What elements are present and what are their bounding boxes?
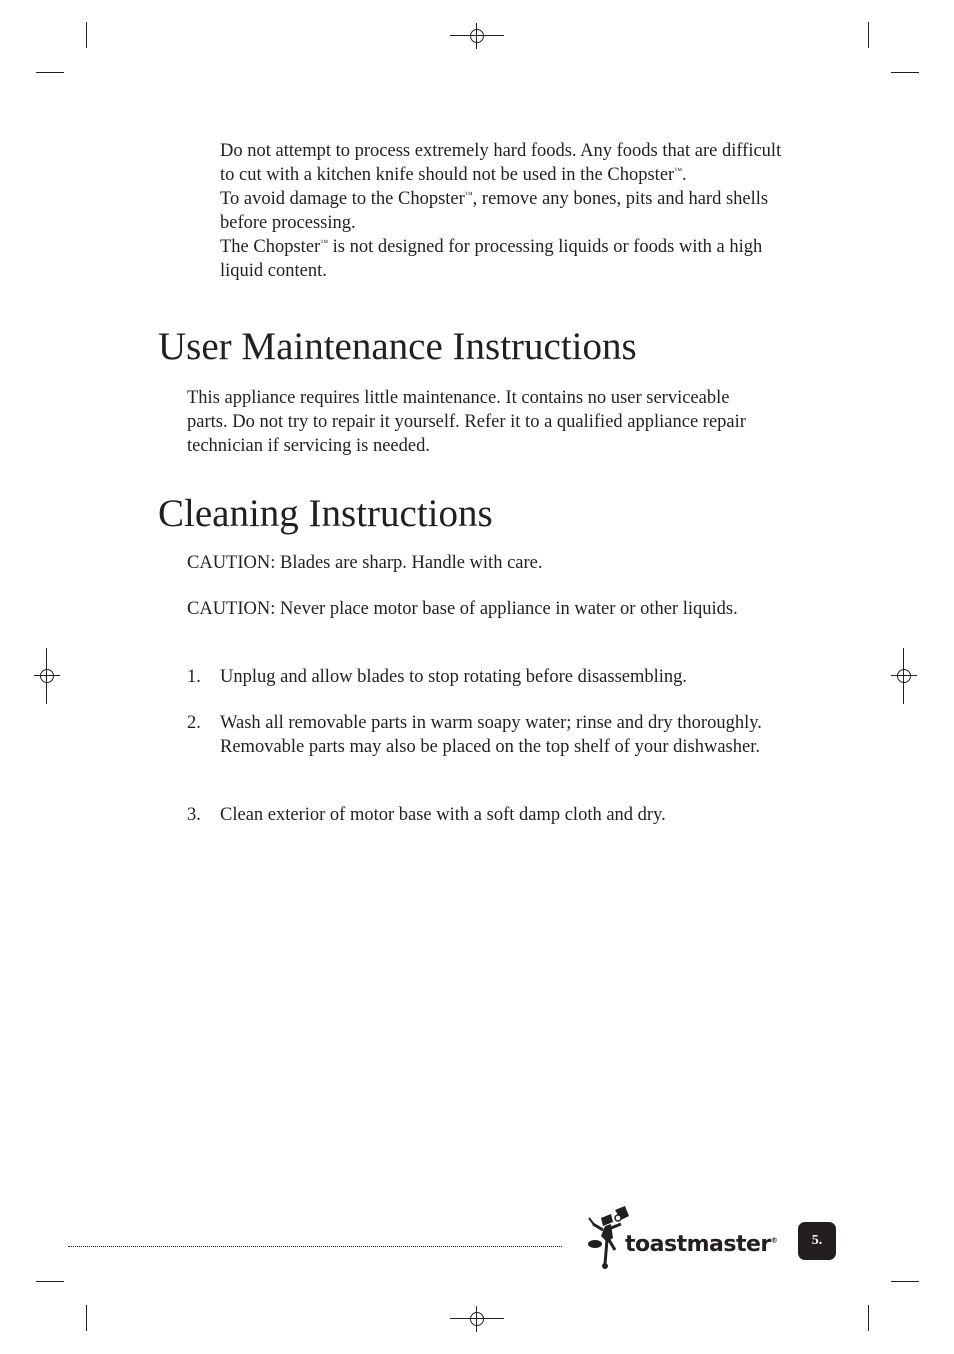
maintenance-body: This appliance requires little maintenance. It contains no user serviceable parts. Do not try to repair it yourself. Refer it to a qualified appliance repair technician if servicing is needed. — [187, 388, 746, 456]
crop-mark — [868, 22, 869, 48]
registration-mark-icon — [464, 23, 490, 49]
crop-mark — [36, 1281, 64, 1282]
toastmaster-logo — [585, 1204, 785, 1270]
registered-mark: ® — [770, 1236, 778, 1245]
precaution-bones: To avoid damage to the Chopster™, remove any bones, pits and hard shells before processing. — [220, 189, 769, 233]
footer-dotted-rule — [68, 1246, 562, 1247]
precautions-block — [220, 139, 790, 283]
crop-mark — [891, 1281, 919, 1282]
crop-mark — [46, 648, 47, 704]
crop-mark — [86, 1305, 87, 1331]
step-text: Wash all removable parts in warm soapy water; rinse and dry thoroughly. Removable parts may also be placed on the top shelf of your dishwasher. — [220, 713, 762, 757]
crop-mark — [36, 72, 64, 73]
step-number: 2. — [187, 713, 201, 733]
crop-mark — [891, 72, 919, 73]
registration-mark-icon — [34, 663, 60, 689]
brand-name: toastmaster — [625, 1232, 771, 1257]
caution-motor-base: CAUTION: Never place motor base of appliance in water or other liquids. — [187, 599, 738, 619]
step-text: Clean exterior of motor base with a soft damp cloth and dry. — [220, 805, 666, 825]
step-number: 1. — [187, 667, 201, 687]
step-number: 3. — [187, 805, 201, 825]
caution-blades: CAUTION: Blades are sharp. Handle with care. — [187, 553, 543, 573]
crop-mark — [868, 1305, 869, 1331]
chef-mascot-icon — [585, 1204, 629, 1270]
registration-mark-icon — [464, 1306, 490, 1332]
cleaning-heading: Cleaning Instructions — [158, 492, 493, 535]
crop-mark — [903, 648, 904, 704]
page-number: 5. — [798, 1222, 836, 1260]
step-text: Unplug and allow blades to stop rotating before disassembling. — [220, 667, 688, 687]
registration-mark-icon — [891, 663, 917, 689]
crop-mark — [86, 22, 87, 48]
maintenance-heading: User Maintenance Instructions — [158, 325, 637, 368]
precaution-liquids: The Chopster™ is not designed for processing liquids or foods with a high liquid content. — [220, 237, 763, 281]
precaution-hard-foods: Do not attempt to process extremely hard foods. Any foods that are difficult to cut with a kitchen knife should not be used in the Chopster™. — [220, 141, 782, 185]
